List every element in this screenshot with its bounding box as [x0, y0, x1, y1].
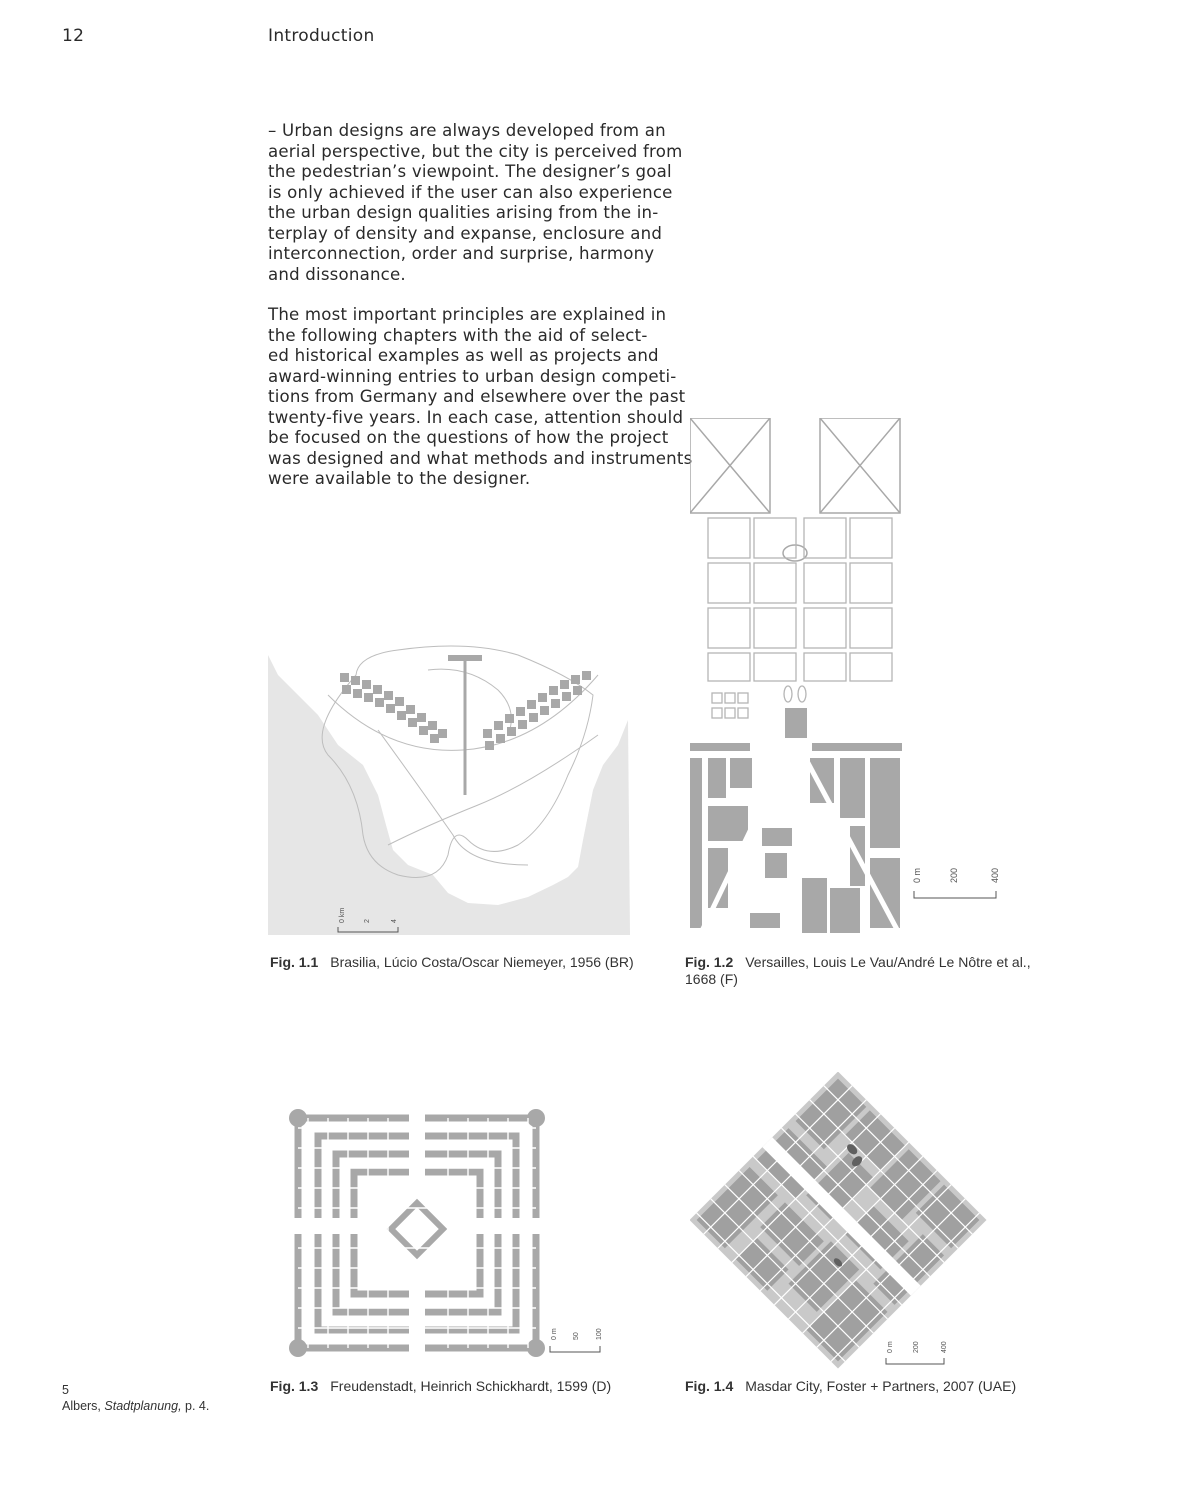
footnote-title: Stadtplanung,: [104, 1399, 182, 1413]
text-line: – Urban designs are always developed from an: [268, 121, 666, 140]
brasilia-plan: [268, 635, 630, 935]
freudenstadt-plan: [288, 1108, 606, 1360]
svg-text:0 m: 0 m: [551, 1328, 558, 1340]
figure-caption-1-2: [685, 954, 1031, 988]
page-number: 12: [62, 26, 85, 46]
text-line: tions from Germany and elsewhere over the past: [268, 387, 686, 406]
text-line: and dissonance.: [268, 264, 406, 284]
masdar-plan: [690, 1072, 990, 1372]
footnote: [62, 1382, 209, 1414]
caption-text: Versailles, Louis Le Vau/André Le Nôtre et al.,: [745, 954, 1031, 970]
svg-text:0 m: 0 m: [912, 867, 922, 883]
text-line: be focused on the questions of how the project: [268, 428, 669, 447]
paragraph-1: [268, 121, 683, 285]
svg-text:50: 50: [573, 1332, 580, 1340]
caption-text: Freudenstadt, Heinrich Schickhardt, 1599 (D): [330, 1378, 612, 1394]
figure-label: Fig. 1.1: [270, 954, 319, 970]
text-line: twenty-five years. In each case, attention should: [268, 407, 684, 427]
text-line: the pedestrian’s viewpoint. The designer’s goal: [268, 162, 672, 181]
figure-caption-1-4: [685, 1378, 1016, 1395]
svg-text:100: 100: [596, 1328, 603, 1340]
figure-label: Fig. 1.3: [270, 1378, 319, 1394]
text-line: interconnection, order and surprise, harmony: [268, 244, 655, 263]
versailles-plan: [690, 418, 1002, 935]
caption-text-line2: 1668 (F): [685, 971, 738, 987]
figure-caption-1-3: [270, 1378, 611, 1395]
footnote-author: Albers,: [62, 1399, 101, 1413]
svg-text:0 km: 0 km: [339, 907, 346, 923]
text-line: ed historical examples as well as projects and: [268, 346, 659, 365]
text-line: award-winning entries to urban design competi-: [268, 366, 677, 386]
text-line: is only achieved if the user can also experience: [268, 182, 673, 202]
running-title: Introduction: [268, 26, 375, 46]
figure-caption-1-1: [270, 954, 634, 971]
footnote-page: p. 4.: [185, 1399, 210, 1413]
svg-text:400: 400: [941, 1341, 948, 1353]
scale-bar: [912, 868, 1000, 898]
text-line: the urban design qualities arising from the in-: [268, 203, 659, 222]
scale-bar: [550, 1328, 603, 1352]
text-line: The most important principles are explained in: [268, 305, 667, 324]
footnote-number: 5: [62, 1383, 69, 1397]
text-line: were available to the designer.: [268, 469, 531, 488]
text-line: the following chapters with the aid of select-: [268, 325, 648, 345]
svg-text:2: 2: [364, 919, 371, 923]
svg-text:200: 200: [949, 867, 959, 883]
caption-text: Masdar City, Foster + Partners, 2007 (UAE): [745, 1378, 1017, 1394]
figure-label: Fig. 1.2: [685, 954, 734, 970]
figure-label: Fig. 1.4: [685, 1378, 734, 1394]
text-line: terplay of density and expanse, enclosure and: [268, 223, 663, 243]
svg-text:4: 4: [391, 919, 398, 923]
svg-text:0 m: 0 m: [887, 1341, 894, 1353]
text-line: was designed and what methods and instruments: [268, 448, 693, 468]
svg-text:200: 200: [913, 1341, 920, 1353]
paragraph-2: [268, 305, 693, 490]
svg-text:400: 400: [990, 867, 1000, 883]
text-line: aerial perspective, but the city is perceived from: [268, 141, 683, 161]
scale-bar: [886, 1341, 948, 1364]
caption-text: Brasilia, Lúcio Costa/Oscar Niemeyer, 1956 (BR): [330, 954, 634, 970]
block-grid: [708, 518, 892, 718]
